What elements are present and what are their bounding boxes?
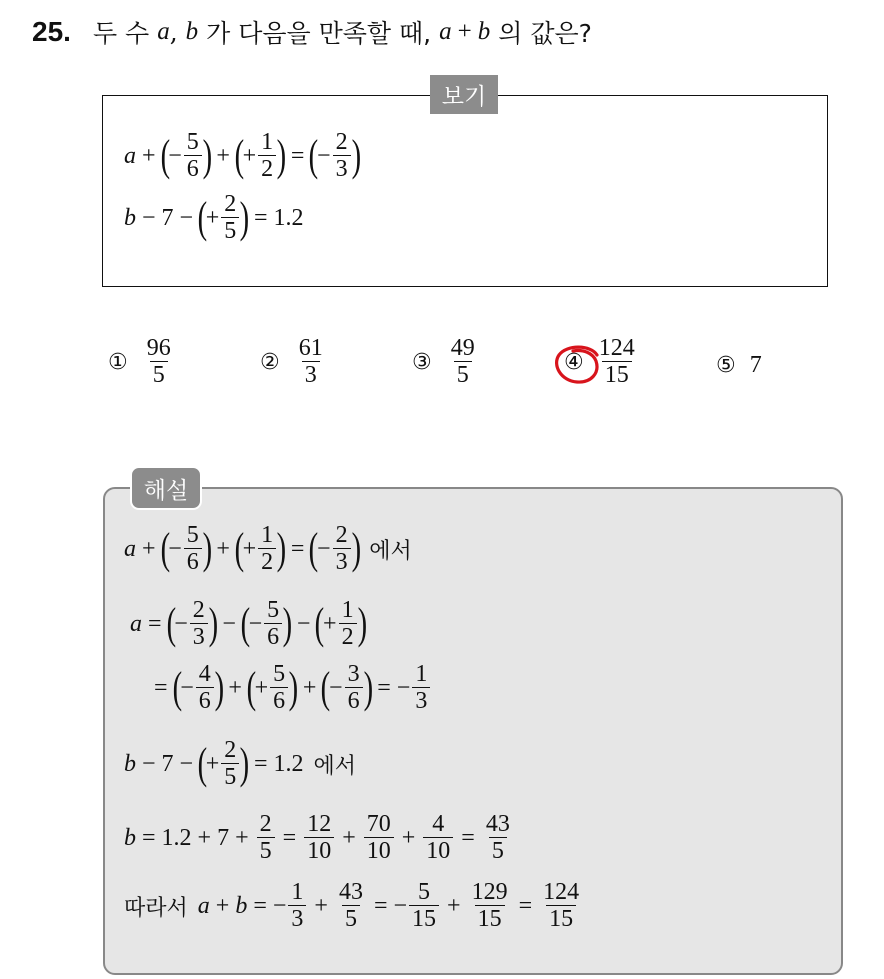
fraction: $\frac{1}{3}$ xyxy=(288,880,306,933)
choice-2[interactable] xyxy=(260,336,328,389)
equals: = xyxy=(253,892,267,919)
fraction: $\frac{5}{6}$ xyxy=(270,662,288,715)
sign: + xyxy=(323,610,337,637)
equals: = xyxy=(142,824,156,851)
fraction: $\frac{5}{6}$ xyxy=(184,523,202,576)
op: + xyxy=(314,892,328,919)
bogi-tab-label: 보기 xyxy=(441,84,487,110)
op: + xyxy=(228,674,242,701)
suffix-text: 에서 xyxy=(313,753,357,779)
sign: − xyxy=(180,674,194,701)
var-a: a xyxy=(157,18,170,45)
op: + xyxy=(215,892,230,919)
minus: − xyxy=(142,204,156,231)
fraction: $\frac{70}{10}$ xyxy=(364,812,394,865)
var: a xyxy=(124,535,136,562)
sign: − xyxy=(329,674,343,701)
paren-left: ( xyxy=(234,131,245,181)
paren-right: ) xyxy=(202,131,212,181)
question-number: 25. xyxy=(32,16,71,47)
fraction: $\frac{1}{2}$ xyxy=(258,523,276,576)
paren-left: ( xyxy=(308,131,319,181)
fraction: $\frac{1}{2}$ xyxy=(339,598,357,651)
expr-b: b xyxy=(477,18,491,45)
bogi-eq1-op1: + xyxy=(142,142,156,169)
solution-tab-label: 해설 xyxy=(143,477,189,504)
fraction: $\frac{12}{10}$ xyxy=(304,812,334,865)
sign: − xyxy=(393,892,408,919)
equals: = xyxy=(148,610,162,637)
choice-mark: ① xyxy=(108,349,128,375)
choice-3[interactable] xyxy=(412,336,480,389)
sign: − xyxy=(317,142,331,169)
op: + xyxy=(235,824,249,851)
solution-line-4: b − 7 − ( + $\frac{2}{5}$ ) = 1.2 에서 xyxy=(124,737,357,791)
choice-fraction: $\frac{49}{5}$ xyxy=(450,335,475,389)
paren-left: ( xyxy=(197,193,208,243)
fraction: $\frac{43}{5}$ xyxy=(338,879,363,933)
sign: − xyxy=(272,892,287,919)
bogi-eq2 xyxy=(124,192,304,245)
equals: = xyxy=(518,892,533,919)
minus: − xyxy=(179,204,194,231)
var: b xyxy=(235,892,248,919)
paren-right: ) xyxy=(239,193,250,243)
question-line xyxy=(32,14,592,50)
choice-1[interactable] xyxy=(108,336,176,389)
equals: = xyxy=(154,674,168,701)
fraction: $\frac{3}{6}$ xyxy=(345,662,363,715)
choice-value: 7 xyxy=(749,352,762,378)
solution-line-3: = ( − $\frac{4}{6}$ ) + ( + $\frac{5}{6}$ ) + ( − $\frac{3}{6}$ ) = − $\frac{1}{3}$ xyxy=(148,662,432,715)
fraction: $\frac{5}{6}$ xyxy=(264,598,282,651)
equals: = xyxy=(461,824,475,851)
var: a xyxy=(197,892,210,919)
op: + xyxy=(342,824,356,851)
sign: − xyxy=(317,535,331,562)
bogi-box xyxy=(102,95,828,287)
fraction: $\frac{5}{15}$ xyxy=(409,880,439,933)
paren-right: ) xyxy=(276,131,287,181)
number: 1.2 xyxy=(161,824,192,851)
var: b xyxy=(124,824,136,851)
op: + xyxy=(197,824,212,851)
op: + xyxy=(447,892,461,919)
choice-mark: ③ xyxy=(412,349,432,375)
sign: + xyxy=(254,674,269,701)
fraction: $\frac{4}{10}$ xyxy=(423,812,453,865)
bogi-tab xyxy=(430,75,498,114)
sign: − xyxy=(248,610,263,637)
bogi-eq1-op2: + xyxy=(216,142,230,169)
solution-line-2: a = ( − $\frac{2}{3}$ ) − ( − $\frac{5}{6}$ ) − ( + $\frac{1}{2}$ ) xyxy=(130,597,367,651)
fraction: $\frac{2}{3}$ xyxy=(333,523,351,576)
equals: = xyxy=(290,535,305,562)
solution-line-6 xyxy=(124,880,584,933)
equals: = xyxy=(377,674,391,701)
fraction: $\frac{2}{5}$ xyxy=(221,738,239,791)
solution-tab xyxy=(130,466,202,510)
choice-fraction: $\frac{96}{5}$ xyxy=(146,335,171,389)
solution-line-5 xyxy=(124,812,515,865)
choice-fraction: $\frac{61}{3}$ xyxy=(298,335,323,389)
sign: − xyxy=(168,142,182,169)
op: + xyxy=(401,824,416,851)
choice-mark: ② xyxy=(260,349,280,375)
number: 7 xyxy=(161,750,174,777)
choice-mark: ④ xyxy=(564,349,584,375)
fraction: $\frac{2}{3}$ xyxy=(190,598,208,651)
choice-mark: ⑤ xyxy=(716,353,736,378)
sign: − xyxy=(168,535,182,562)
equals: = xyxy=(290,142,305,169)
op: + xyxy=(302,674,317,701)
paren-left: ( xyxy=(160,131,170,181)
fraction: $\frac{1}{2}$ xyxy=(258,130,276,183)
fraction: $\frac{1}{3}$ xyxy=(412,662,430,715)
number: 7 xyxy=(217,824,230,851)
fraction: $\frac{2}{3}$ xyxy=(333,130,351,183)
sign: + xyxy=(242,535,257,562)
minus: − xyxy=(179,750,194,777)
fraction: $\frac{4}{6}$ xyxy=(196,662,214,715)
bogi-eq1 xyxy=(124,130,359,183)
op: − xyxy=(222,610,236,637)
sign: + xyxy=(205,750,220,777)
rhs-value: 1.2 xyxy=(273,750,304,777)
fraction: $\frac{2}{5}$ xyxy=(221,192,239,245)
question-text-post: 의 값은? xyxy=(498,19,592,48)
equals: = xyxy=(373,892,388,919)
var: b xyxy=(124,750,136,777)
selection-circle-icon xyxy=(553,343,603,387)
minus: − xyxy=(142,750,156,777)
op: + xyxy=(216,535,230,562)
fraction: $\frac{2}{5}$ xyxy=(257,812,275,865)
op: + xyxy=(142,535,156,562)
choice-fraction: $\frac{124}{15}$ xyxy=(598,335,635,389)
question-text-mid: 가 다음을 만족할 때, xyxy=(206,19,432,48)
number: 7 xyxy=(161,204,174,231)
comma: , xyxy=(169,17,178,47)
sign: + xyxy=(242,142,257,169)
rhs-value: 1.2 xyxy=(273,204,304,231)
equals: = xyxy=(282,824,297,851)
question-text-pre: 두 수 xyxy=(92,19,150,48)
expr-a: a xyxy=(439,18,452,45)
solution-line-1: a + ( − $\frac{5}{6}$ ) + ( + $\frac{1}{2}$ ) = ( − $\frac{2}{3}$ ) 에서 xyxy=(124,522,412,576)
fraction: $\frac{129}{15}$ xyxy=(471,879,508,933)
fraction: $\frac{124}{15}$ xyxy=(543,879,580,933)
fraction: $\frac{43}{5}$ xyxy=(485,811,510,865)
equals: = xyxy=(253,204,268,231)
var-b: b xyxy=(185,18,199,45)
var: a xyxy=(130,610,142,637)
op: − xyxy=(296,610,311,637)
bogi-eq2-var: b xyxy=(124,204,136,231)
sign: + xyxy=(205,204,220,231)
equals: = xyxy=(253,750,268,777)
suffix-text: 에서 xyxy=(369,538,412,564)
expr-plus: + xyxy=(457,18,472,45)
prefix-text: 따라서 xyxy=(124,895,188,921)
fraction: $\frac{5}{6}$ xyxy=(184,130,202,183)
choice-5[interactable] xyxy=(716,352,762,379)
paren-right: ) xyxy=(351,131,361,181)
bogi-eq1-var: a xyxy=(124,142,136,169)
sign: − xyxy=(174,610,188,637)
sign: − xyxy=(396,674,411,701)
